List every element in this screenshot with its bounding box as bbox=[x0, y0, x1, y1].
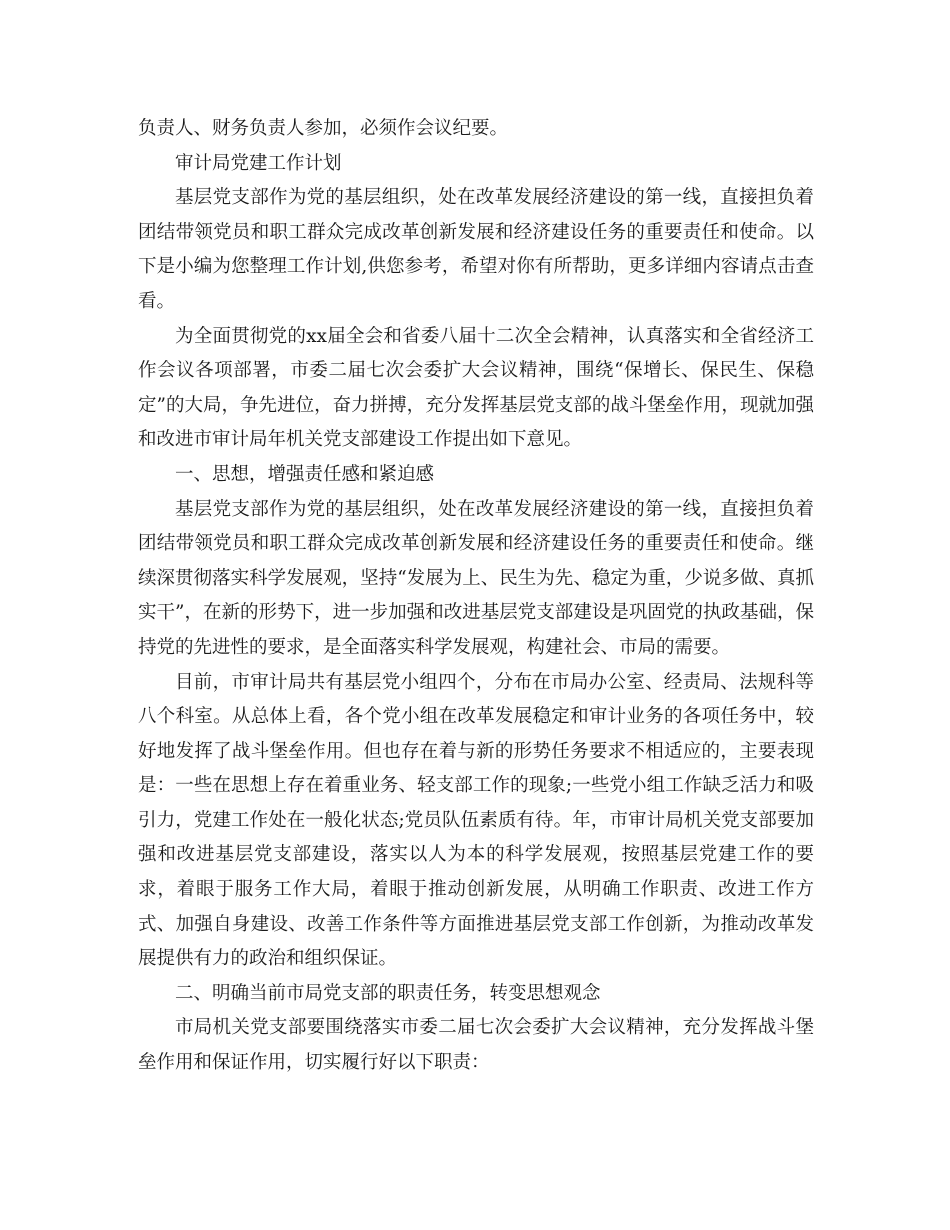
paragraph: 基层党支部作为党的基层组织，处在改革发展经济建设的第一线，直接担负着团结带领党员和职工群众完成改革创新发展和经济建设任务的重要责任和使命。继续深贯彻落实科学发展观，坚持“发展为上、民生为先、稳定为重，少说多做、真抓实干”，在新的形势下，进一步加强和改进基层党支部建设是巩固党的执政基础，保持党的先进性的要求，是全面落实科学发展观，构建社会、市局的需要。 bbox=[138, 498, 814, 658]
section-heading: 二、明确当前市局党支部的职责任务，转变思想观念 bbox=[175, 982, 601, 1004]
paragraph: 为全面贯彻党的xx届全会和省委八届十二次全会精神，认真落实和全省经济工作会议各项部署，市委二届七次会委扩大会议精神，围绕“保增长、保民生、保稳定”的大局，争先进位，奋力拼搏，充分发挥基层党支部的战斗堡垒作用，现就加强和改进市审计局年机关党支部建设工作提出如下意见。 bbox=[138, 325, 814, 451]
section-title: 审计局党建工作计划 bbox=[175, 152, 342, 174]
paragraph-continuation: 负责人、财务负责人参加，必须作会议纪要。 bbox=[138, 118, 509, 139]
paragraph: 目前，市审计局共有基层党小组四个，分布在市局办公室、经责局、法规科等八个科室。从总体上看，各个党小组在改革发展稳定和审计业务的各项任务中，较好地发挥了战斗堡垒作用。但也存在着与新的形势任务要求不相适应的，主要表现是：一些在思想上存在着重业务、轻支部工作的现象;一些党小组工作缺乏活力和吸引力，党建工作处在一般化状态;党员队伍素质有待。年，市审计局机关党支部要加强和改进基层党支部建设，落实以人为本的科学发展观，按照基层党建工作的要求，着眼于服务工作大局，着眼于推动创新发展，从明确工作职责、改进工作方式、加强自身建设、改善工作条件等方面推进基层党支部工作创新，为推动改革发展提供有力的政治和组织保证。 bbox=[138, 671, 814, 970]
paragraph: 市局机关党支部要围绕落实市委二届七次会委扩大会议精神，充分发挥战斗堡垒作用和保证作用，切实履行好以下职责： bbox=[138, 1017, 814, 1074]
section-heading: 一、思想，增强责任感和紧迫感 bbox=[175, 463, 435, 485]
paragraph: 基层党支部作为党的基层组织，处在改革发展经济建设的第一线，直接担负着团结带领党员和职工群众完成改革创新发展和经济建设任务的重要责任和使命。以下是小编为您整理工作计划,供您参考，希望对你有所帮助，更多详细内容请点击查看。 bbox=[138, 187, 814, 312]
document-body bbox=[138, 112, 814, 1081]
